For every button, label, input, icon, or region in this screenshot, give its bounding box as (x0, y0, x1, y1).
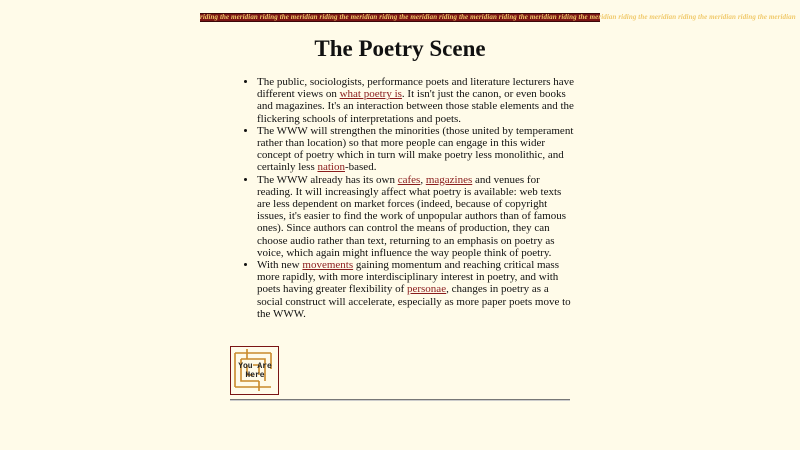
point-text: The WWW already has its own (257, 173, 398, 186)
list-item (257, 259, 575, 320)
magazines-link[interactable]: magazines (425, 173, 473, 186)
list-item (257, 174, 575, 259)
you-are-here-logo[interactable] (230, 346, 279, 395)
divider (230, 399, 570, 401)
nation-link[interactable]: nation (317, 161, 345, 174)
movements-link[interactable]: movements (302, 259, 354, 272)
logo-text (234, 362, 276, 380)
points-list (230, 76, 575, 320)
riding-the-meridian-banner[interactable]: riding the meridian riding the meridian riding the meridian riding the meridian riding the meridian riding the meridian riding the meridian riding the meridian riding the meridian riding the meridian (200, 13, 796, 21)
list-item (257, 125, 575, 174)
logo-line-1: You Are (238, 362, 272, 371)
point-text: gaining momentum and reaching critical mass more rapidly, with more interdisciplinary interest in poetry, and with poets having greater flexibility of (257, 259, 559, 296)
point-text: and venues for reading. It will increasingly affect what poetry is available: web texts are less dependent on market forces (indeed, because of copyright issues, it's easier to find the work of unpopular authors than of famous ones). Since authors can control the means of production, they can choose audio rather than text, returning to an emphasis on poetry as voice, which again might influence the way people think of poetry. (257, 173, 567, 259)
point-text: The WWW will strengthen the minorities (those united by temperament rather than location) so that more people can engage in this wider concept of poetry which in turn will make poetry less monolithic, and certainly less (257, 124, 574, 174)
page-title: The Poetry Scene (314, 36, 486, 61)
point-text: , (420, 173, 426, 186)
list-item (257, 76, 575, 125)
main-content (230, 76, 575, 320)
what-poetry-is-link[interactable]: what poetry is (339, 88, 402, 101)
point-text: With new (257, 259, 303, 272)
point-text: . It isn't just the canon, or even books and magazines. It's an interaction between those stable elements and the flickering schools of interpretations and poets. (257, 88, 574, 125)
logo-line-2: Here (245, 371, 265, 380)
point-text: The public, sociologists, performance poets and literature lecturers have different views on (257, 76, 575, 101)
cafes-link[interactable]: cafes (397, 173, 421, 186)
point-text: , changes in poetry as a social construct will accelerate, especially as more paper poets move to the WWW. (257, 283, 571, 320)
personae-link[interactable]: personae (406, 283, 447, 296)
point-text: -based. (344, 161, 377, 174)
